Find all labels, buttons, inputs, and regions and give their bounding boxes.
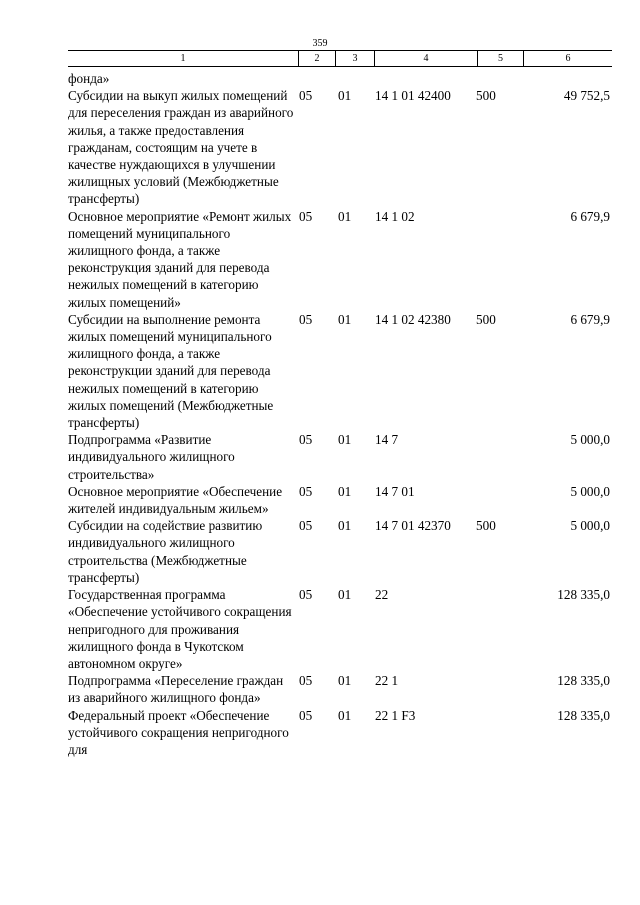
row-section: 05 [299,518,313,534]
header-col-3: 3 [352,53,358,64]
row-name: Подпрограмма «Переселение граждан из аварийного жилищного фонда» [68,673,284,706]
row-section: 05 [299,587,313,603]
row-amount: 49 752,5 [563,88,610,104]
row-amount: 128 335,0 [557,587,610,603]
row-section: 05 [299,208,313,224]
row-target-code: 22 1 F3 [375,707,416,723]
row-amount: 5 000,0 [570,518,610,534]
row-subsection: 01 [338,432,352,448]
row-expense-type: 500 [476,518,496,534]
row-target-code: 14 7 [375,432,399,448]
row-target-code: 14 7 01 42370 [375,518,451,534]
table-row [0,517,640,586]
row-section: 05 [299,707,313,723]
row-target-code: 14 1 02 [375,208,415,224]
row-name: Основное мероприятие «Ремонт жилых помещений муниципального жилищного фонда, а также реконструкция зданий для перевода нежилых помещений в категорию жилых помещений» [68,208,292,310]
table-row [0,672,640,706]
table-row [0,483,640,517]
table-row [0,70,640,87]
row-section: 05 [299,311,313,327]
table-row [0,586,640,672]
table-row [0,707,640,759]
row-name: Подпрограмма «Развитие индивидуального жилищного строительства» [68,432,235,482]
row-subsection: 01 [338,587,352,603]
row-name: Государственная программа «Обеспечение устойчивого сокращения непригодного для проживания жилищного фонда в Чукотском автономном округе» [68,587,292,671]
row-name: фонда» [68,71,110,86]
row-subsection: 01 [338,518,352,534]
row-section: 05 [299,673,313,689]
table-row [0,87,640,207]
row-subsection: 01 [338,483,352,499]
table-row [0,431,640,483]
row-amount: 6 679,9 [570,311,610,327]
table-row [0,208,640,311]
row-target-code: 14 1 01 42400 [375,88,451,104]
page-number: 359 [312,38,328,49]
row-subsection: 01 [338,311,352,327]
row-target-code: 22 1 [375,673,399,689]
budget-table-body [0,70,640,758]
row-section: 05 [299,432,313,448]
row-amount: 128 335,0 [557,707,610,723]
header-col-6: 6 [565,53,571,64]
row-expense-type: 500 [476,311,496,327]
row-amount: 5 000,0 [570,432,610,448]
row-target-code: 14 1 02 42380 [375,311,451,327]
row-name: Субсидии на выполнение ремонта жилых помещений муниципального жилищного фонда, а также реконструкции зданий для перевода нежилых помещений в категорию жилых помещений (Межбюджетные трансферты) [68,311,274,431]
row-name: Субсидии на содействие развитию индивидуального жилищного строительства (Межбюджетные трансферты) [68,518,263,585]
row-amount: 128 335,0 [557,673,610,689]
row-subsection: 01 [338,707,352,723]
row-name: Федеральный проект «Обеспечение устойчивого сокращения непригодного для [68,707,289,757]
header-col-4: 4 [423,53,429,64]
row-subsection: 01 [338,673,352,689]
row-name: Основное мероприятие «Обеспечение жителей индивидуальным жильем» [68,483,283,517]
header-col-1: 1 [180,53,186,64]
table-header [68,50,612,67]
row-amount: 6 679,9 [570,208,610,224]
header-col-5: 5 [498,53,503,64]
row-subsection: 01 [338,88,352,104]
row-expense-type: 500 [476,88,496,104]
table-row [0,311,640,431]
row-name: Субсидии на выкуп жилых помещений для переселения граждан из аварийного жилья, а также предоставления гражданам, состоящим на учете в качестве нуждающихся в улучшении жилищных условий (Межбюджетные трансферты) [68,88,294,207]
header-col-2: 2 [314,53,320,64]
row-section: 05 [299,88,313,104]
row-subsection: 01 [338,208,352,224]
row-target-code: 22 [375,587,389,603]
row-amount: 5 000,0 [570,483,610,499]
row-target-code: 14 7 01 [375,483,415,499]
row-section: 05 [299,483,313,499]
